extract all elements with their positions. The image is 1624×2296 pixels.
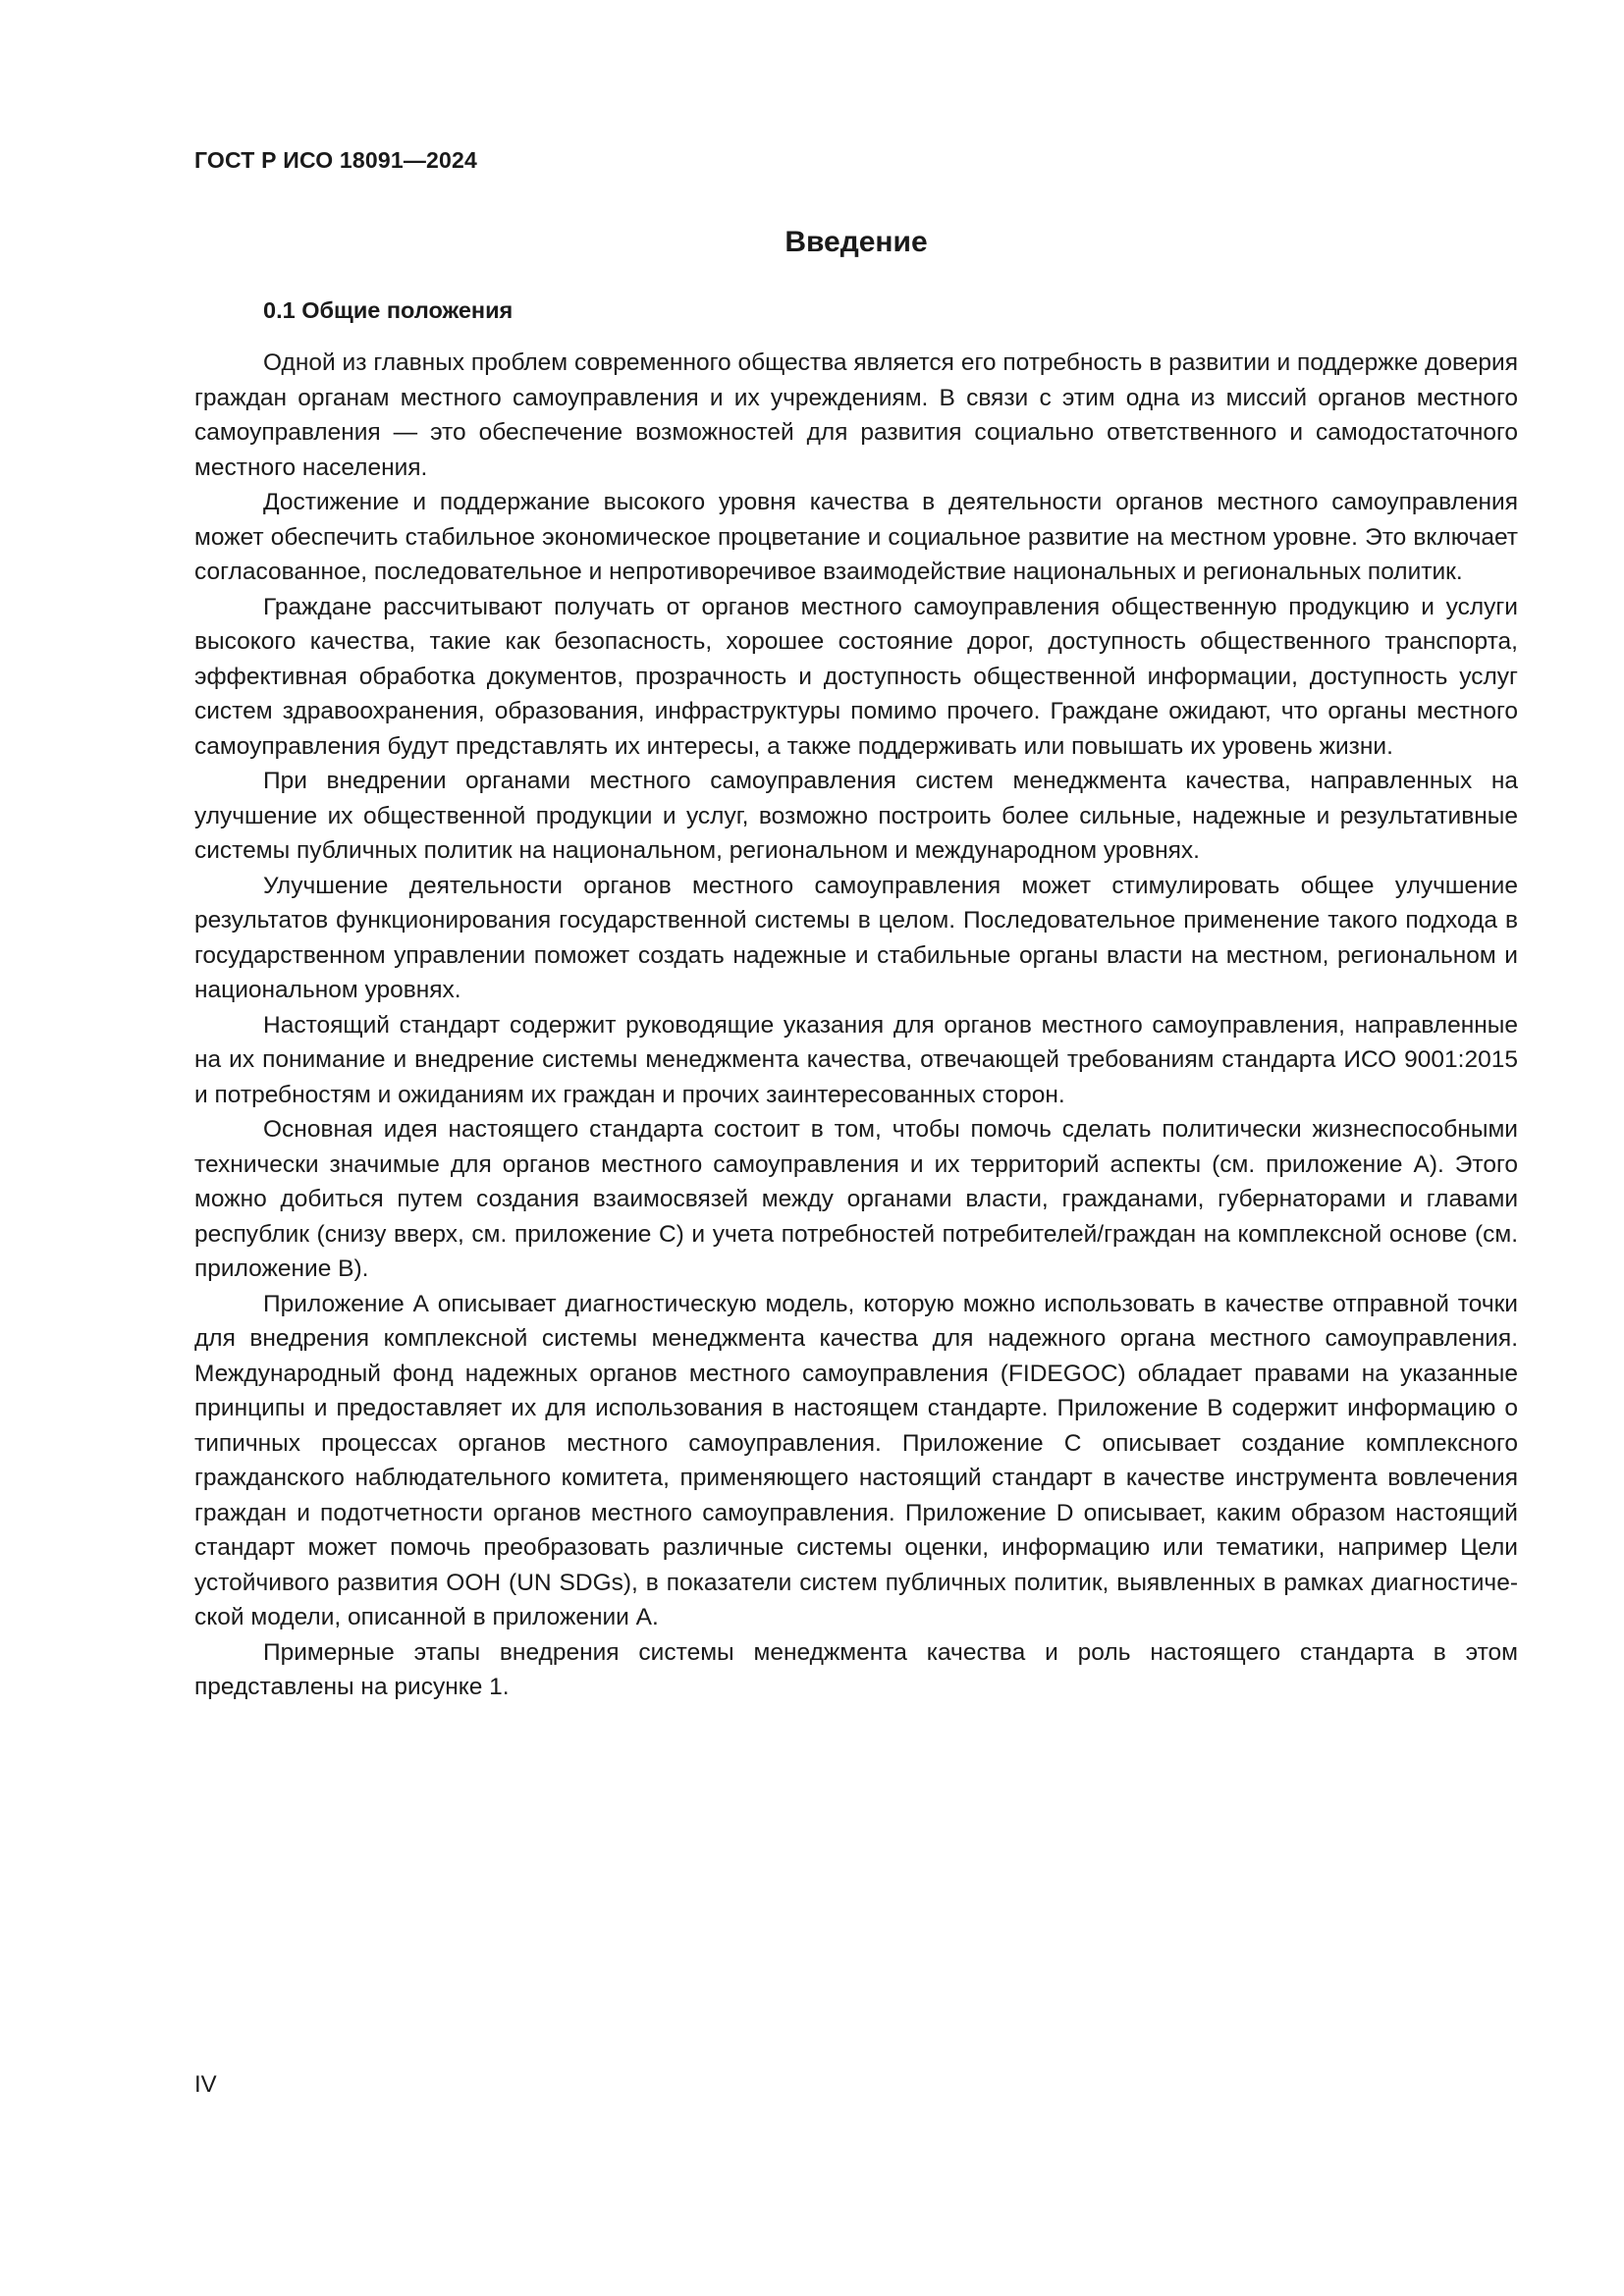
paragraph-6: Настоящий стандарт содержит руководящие указания для органов местного самоуправления, направленные на их понимание и внедрение системы менеджмента качества, отвечающей требованиям стандарта ИСО 9001:2015 и потребностям и ожиданиям их граждан и прочих заинтересованных сторон. bbox=[194, 1011, 1518, 1108]
document-identifier: ГОСТ Р ИСО 18091—2024 bbox=[194, 147, 478, 173]
paragraph-4: При внедрении органами местного самоуправления систем менеджмента качества, направленных на улучшение их общественной продукции и услуг, возможно построить более сильные, надежные и результативные системы публичных политик на национальном, региональном и международном уровнях. bbox=[194, 768, 1518, 864]
page-number: IV bbox=[194, 2071, 217, 2098]
section-heading: 0.1 Общие положения bbox=[263, 297, 514, 323]
paragraph-2: Достижение и поддержание высокого уровня качества в деятельности органов местного самоуправления может обеспечить стабильное экономическое процветание и социальное развитие на местном уровне. Это включает согласованное, последовательное и непротиворечивое взаимодействие национальных и региональных политик. bbox=[194, 489, 1518, 585]
paragraph-3: Граждане рассчитывают получать от органов местного самоуправления общественную продукцию и услуги высокого качества, такие как безопасность, хорошее состояние дорог, доступность общественного транспорта, эффективная обработка документов, прозрачность и доступность общественной информации, доступность услуг систем здравоохранения, образования, инфраструктуры помимо прочего. Граждане ожидают, что органы местного самоуправления будут представлять их интересы, а также поддерживать или повышать их уровень жизни. bbox=[194, 593, 1518, 760]
section-body bbox=[194, 346, 1518, 1705]
paragraph-9: Примерные этапы внедрения системы менеджмента качества и роль настоящего стандарта в этом представлены на рисунке 1. bbox=[194, 1638, 1518, 1700]
page-title: Введение bbox=[785, 226, 928, 258]
paragraph-5: Улучшение деятельности органов местного самоуправления может стимулировать общее улучшение результатов функционирования государственной системы в целом. Последовательное применение такого подхода в государственном управлении поможет создать надежные и стабильные органы власти на местном, региональном и национальном уровнях. bbox=[194, 872, 1518, 1003]
paragraph-7: Основная идея настоящего стандарта состоит в том, чтобы помочь сделать политически жизнеспособными технически значимые для органов местного самоуправления и их территорий аспекты (см. приложение А). Этого можно добиться путем создания взаимосвязей между органами власти, гражданами, губернаторами и главами республик (снизу вверх, см. приложение С) и учета потребностей потребителей/граждан на комплексной основе (см. приложение В). bbox=[194, 1116, 1518, 1282]
paragraph-1: Одной из главных проблем современного общества является его потребность в развитии и поддержке доверия граждан органам местного самоуправления и их учреждениям. В связи с этим одна из миссий органов местного самоуправления — это обеспечение возможностей для развития социально ответственного и самодостаточного местного населения. bbox=[194, 349, 1518, 481]
paragraph-8: Приложение А описывает диагностическую модель, которую можно использовать в качестве отправной точки для внедрения комплексной системы менеджмента качества для надежного органа местного самоуправления. Международный фонд надежных органов местного самоуправления (FIDEGOC) обладает правами на указанные принципы и предоставляет их для использования в настоящем стандарте. Приложение В содержит информацию о типичных процессах органов местного самоуправления. Приложение С описывает создание комплексного гражданского наблюдательного комитета, применяющего настоящий стандарт в качестве инструмента вовлечения граждан и подотчетности органов местного самоуправления. Приложение D описывает, каким образом настоящий стандарт может помочь преобразовать различные системы оценки, информацию или тематики, например Цели устойчивого развития ООН (UN SDGs), в показатели систем публичных политик, выявленных в рамках диагностической модели, описанной в приложении А. bbox=[194, 1290, 1518, 1630]
